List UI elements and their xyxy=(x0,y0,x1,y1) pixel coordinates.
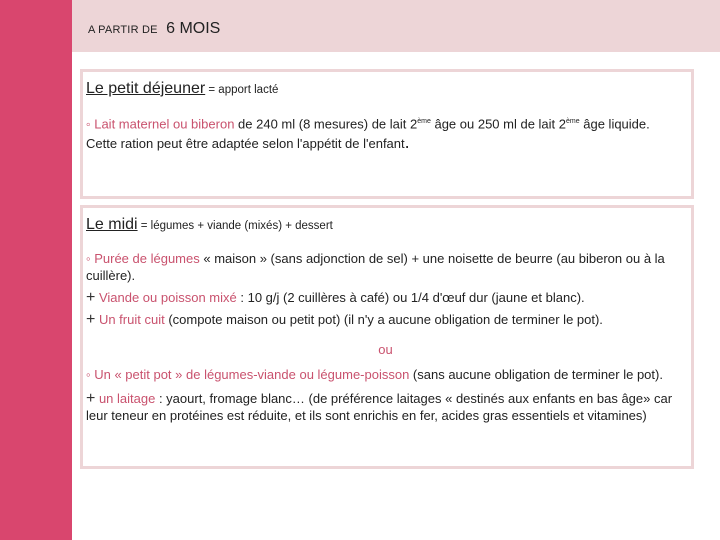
breakfast-subtitle: = apport lacté xyxy=(205,84,279,96)
plus-icon: + xyxy=(86,390,96,407)
lunch-section xyxy=(80,205,694,469)
breakfast-milk-text-a: de 240 ml (8 mesures) de lait 2 xyxy=(234,116,418,132)
lunch-title: Le midi xyxy=(86,216,138,233)
puree-paragraph xyxy=(86,250,685,284)
bullet-icon: ◦ xyxy=(86,116,91,132)
dairy-paragraph xyxy=(86,390,685,424)
breakfast-title: Le petit déjeuner xyxy=(86,80,206,97)
or-separator: ou xyxy=(378,342,393,357)
dairy-text: : yaourt, fromage blanc… (de préférence laitages « destinés aux enfants en bas âge» car leur teneur en protéines est réduite, et ils sont enrichis en fer, acides gras essentiels et vitamines) xyxy=(86,391,673,423)
puree-label: Purée de légumes xyxy=(90,251,200,266)
breakfast-section xyxy=(80,69,694,199)
header-age: 6 MOIS xyxy=(166,20,221,37)
breakfast-milk-text-c: âge liquide. xyxy=(579,116,650,132)
plus-icon: + xyxy=(86,311,96,328)
meat-label: Viande ou poisson mixé xyxy=(95,290,237,305)
breakfast-milk-label: Lait maternel ou biberon xyxy=(90,116,235,132)
superscript-eme: ème xyxy=(566,118,580,125)
jar-text: (sans aucune obligation de terminer le pot). xyxy=(409,367,663,382)
breakfast-ration-period: . xyxy=(404,132,410,153)
breakfast-ration-note xyxy=(86,132,685,153)
superscript-eme: ème xyxy=(417,118,431,125)
dairy-label: un laitage xyxy=(95,391,156,406)
lunch-subtitle: = légumes + viande (mixés) + dessert xyxy=(137,220,333,232)
meat-paragraph xyxy=(86,289,685,306)
puree-text: « maison » (sans adjonction de sel) + une noisette de beurre (au biberon ou à la cuillère). xyxy=(86,251,665,283)
breakfast-milk-paragraph xyxy=(86,113,685,132)
bullet-icon: ◦ xyxy=(86,251,91,266)
jar-paragraph xyxy=(86,366,685,383)
fruit-text: (compote maison ou petit pot) (il n'y a aucune obligation de terminer le pot). xyxy=(164,312,603,327)
lunch-heading xyxy=(86,216,685,235)
breakfast-ration-text: Cette ration peut être adaptée selon l'appétit de l'enfant xyxy=(86,136,405,152)
meat-text: : 10 g/j (2 cuillères à café) ou 1/4 d'œuf dur (jaune et blanc). xyxy=(236,290,585,305)
breakfast-milk-text-b: âge ou 250 ml de lait 2 xyxy=(430,116,567,132)
bullet-icon: ◦ xyxy=(86,367,91,382)
fruit-label: Un fruit cuit xyxy=(95,312,165,327)
page-header xyxy=(88,20,220,38)
header-prefix: A PARTIR DE xyxy=(88,24,158,36)
breakfast-heading xyxy=(86,80,685,99)
plus-icon: + xyxy=(86,289,96,306)
fruit-paragraph xyxy=(86,311,685,328)
left-accent-band xyxy=(0,0,72,540)
jar-label: Un « petit pot » de légumes-viande ou légume-poisson xyxy=(90,367,410,382)
